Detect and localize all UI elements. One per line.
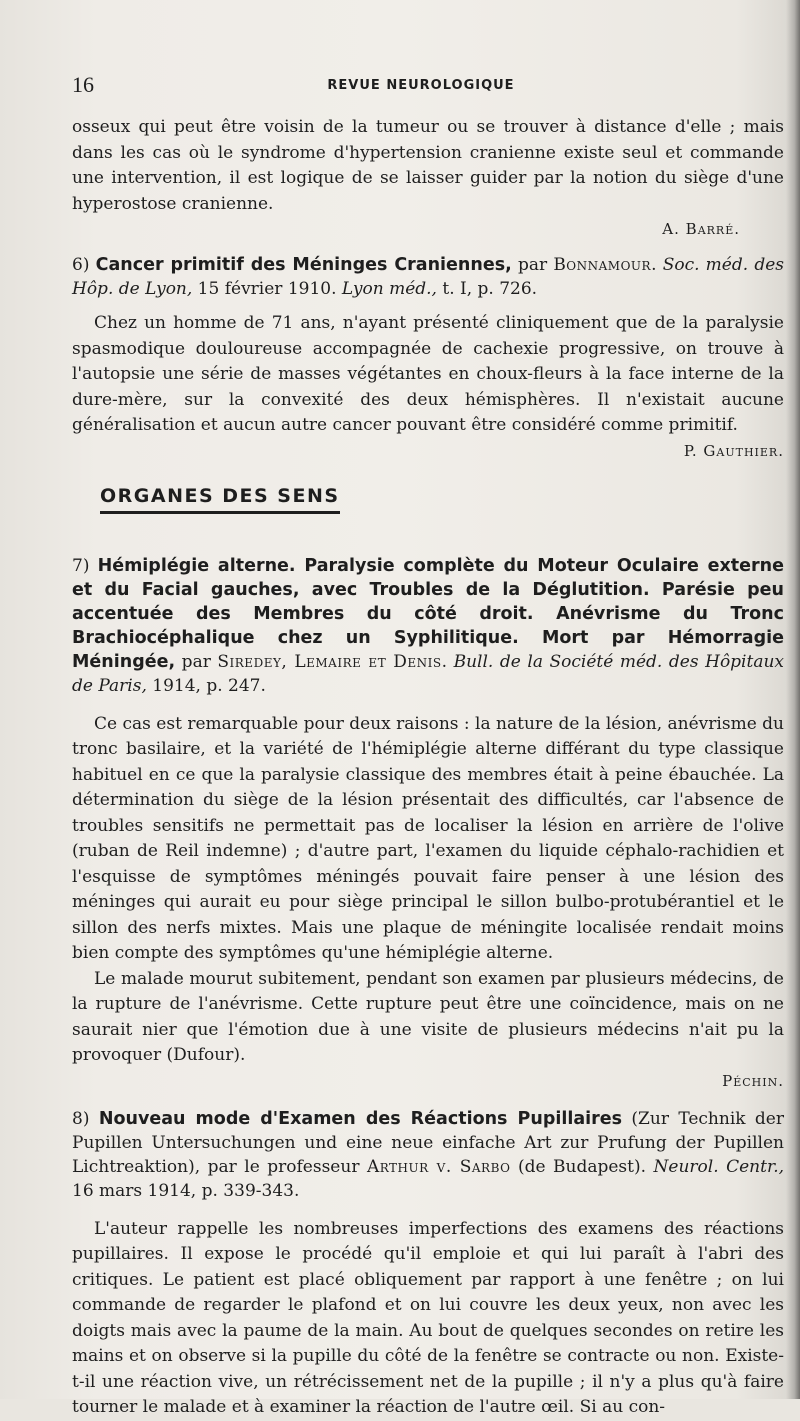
entry-7-authors: Siredey, Lemaire et Denis xyxy=(217,651,442,672)
entry-8-affiliation: (de Budapest). xyxy=(510,1156,654,1177)
entry-6-by: par xyxy=(511,255,554,275)
signature-barre: A. Barré. xyxy=(662,220,740,238)
entry-8-journal: Neurol. Centr., xyxy=(653,1156,785,1177)
section-heading xyxy=(72,485,784,514)
paragraph-rupture: Le malade mourut subitement, pendant son examen par plusieurs médecins, de la rupture de l'anévrisme. Cette rupture peut être une coïncidence, mais on ne saurait nier que l'émotion due à une visite de plusieurs médecins n'ait pu la provoquer (Dufour). xyxy=(72,968,784,1065)
entry-7-ref-rest: 1914, p. 247. xyxy=(146,675,266,696)
entry-8-ref-rest: 16 mars 1914, p. 339-343. xyxy=(72,1180,300,1201)
entry-6-number: 6) xyxy=(72,255,90,275)
entry-7-title: Hémiplégie alterne. Paralysie complète du Moteur Oculaire externe et du Facial gauches, avec Troubles de la Déglutition. Parésie peu accentuée des Membres du côté droit. Anévrisme du Tronc Brachiocéphalique chez un Syphilitique. Mort par Hémorragie Méningée, xyxy=(72,555,784,672)
entry-7-by: par xyxy=(175,651,218,672)
entry-6-author: Bonnamour xyxy=(553,255,652,275)
entry-6-journal-1: Soc. méd. des Hôp. de Lyon, xyxy=(72,255,785,299)
entry-8 xyxy=(72,1107,784,1203)
paragraph-pupillaires: L'auteur rappelle les nombreuses imperfections des examens des réactions pupillaires. Il expose le procédé qu'il emploie et qui lui paraît à l'abri des critiques. Le patient est placé obliquement par rapport à une fenêtre ; on lui commande de regarder le plafond et on lui couvre les deux yeux, non avec les doigts mais avec la paume de la main. Au bout de quelques secondes on retire les mains et on observe si la pupille du côté de la fenêtre se contracte ou non. Existe-t-il une réaction vive, un rétrécissement net de la pupille ; il n'y a plus qu'à faire tourner le malade et à examiner la réaction de l'autre œil. Si au con- xyxy=(72,1218,784,1417)
entry-7 xyxy=(72,554,784,698)
signature-gauthier: P. Gauthier. xyxy=(683,441,784,460)
entry-8-subtitle: (Zur Technik der Pupillen Untersuchungen und eine neue einfache Art zur Prufung der Pupillen Lichtreaktion), par le professeur xyxy=(72,1108,784,1177)
entry-7-journal: Bull. de la Société méd. des Hôpitaux de Paris, xyxy=(72,651,784,696)
paragraph-cancer: Chez un homme de 71 ans, n'ayant présenté cliniquement que de la paralysie spasmodique douloureuse accompagnée de cachexie progressive, on trouve à l'autopsie une série de masses végétantes en choux-fleurs à la face interne de la dure-mère, sur la convexité des deux hémisphères. Il n'existait aucune généralisation et aucun autre cancer pouvant être considéré comme primitif. xyxy=(72,313,784,435)
signature-pechin: Péchin. xyxy=(722,1071,784,1090)
page-header xyxy=(72,72,770,98)
entry-6-ref-rest: t. I, p. 726. xyxy=(436,279,538,299)
entry-7-ref-sep: . xyxy=(441,651,454,672)
entry-8-title: Nouveau mode d'Examen des Réactions Pupillaires xyxy=(98,1108,623,1129)
entry-6-date-1: 15 février 1910. xyxy=(192,279,342,299)
entry-8-number: 8) xyxy=(72,1108,90,1129)
paragraph-hemiplegie: Ce cas est remarquable pour deux raisons : la nature de la lésion, anévrisme du tronc basilaire, et la variété de l'hémiplégie alterne différant du type classique habituel en ce que la paralysie classique des membres était à peine ébauchée. La détermination du siège de la lésion présentait des difficultés, car l'absence de troubles sensitifs ne permettait pas de localiser la lésion en arrière de l'olive (ruban de Reil indemne) ; d'autre part, l'examen du liquide céphalo-rachidien et l'esquisse de symptômes méningés pouvait faire penser à une lésion des méninges qui aurait eu pour siège principal le sillon bulbo-protubérantiel et le sillon des nerfs mixtes. Mais une plaque de méningite localisée rendait moins bien compte des symptômes qu'une hémiplégie alterne. xyxy=(72,713,784,963)
page-edge-shadow xyxy=(786,0,800,1399)
entry-6 xyxy=(72,253,784,301)
entry-6-ref-sep: . xyxy=(651,255,663,275)
entry-7-number: 7) xyxy=(72,555,90,576)
entry-6-title: Cancer primitif des Méninges Craniennes, xyxy=(95,255,512,275)
entry-6-journal-2: Lyon méd., xyxy=(341,279,437,299)
entry-8-author: Arthur v. Sarbo xyxy=(366,1156,511,1177)
section-title: ORGANES DES SENS xyxy=(100,485,340,514)
page-content xyxy=(72,115,784,1421)
running-title: REVUE NEUROLOGIQUE xyxy=(327,78,515,93)
paragraph-continued: osseux qui peut être voisin de la tumeur ou se trouver à distance d'elle ; mais dans les cas où le syndrome d'hypertension cranienne existe seul et commande une intervention, il est logique de se laisser guider par la notion du siège d'une hyperostose cranienne. xyxy=(72,117,784,214)
page-number: 16 xyxy=(72,72,94,97)
